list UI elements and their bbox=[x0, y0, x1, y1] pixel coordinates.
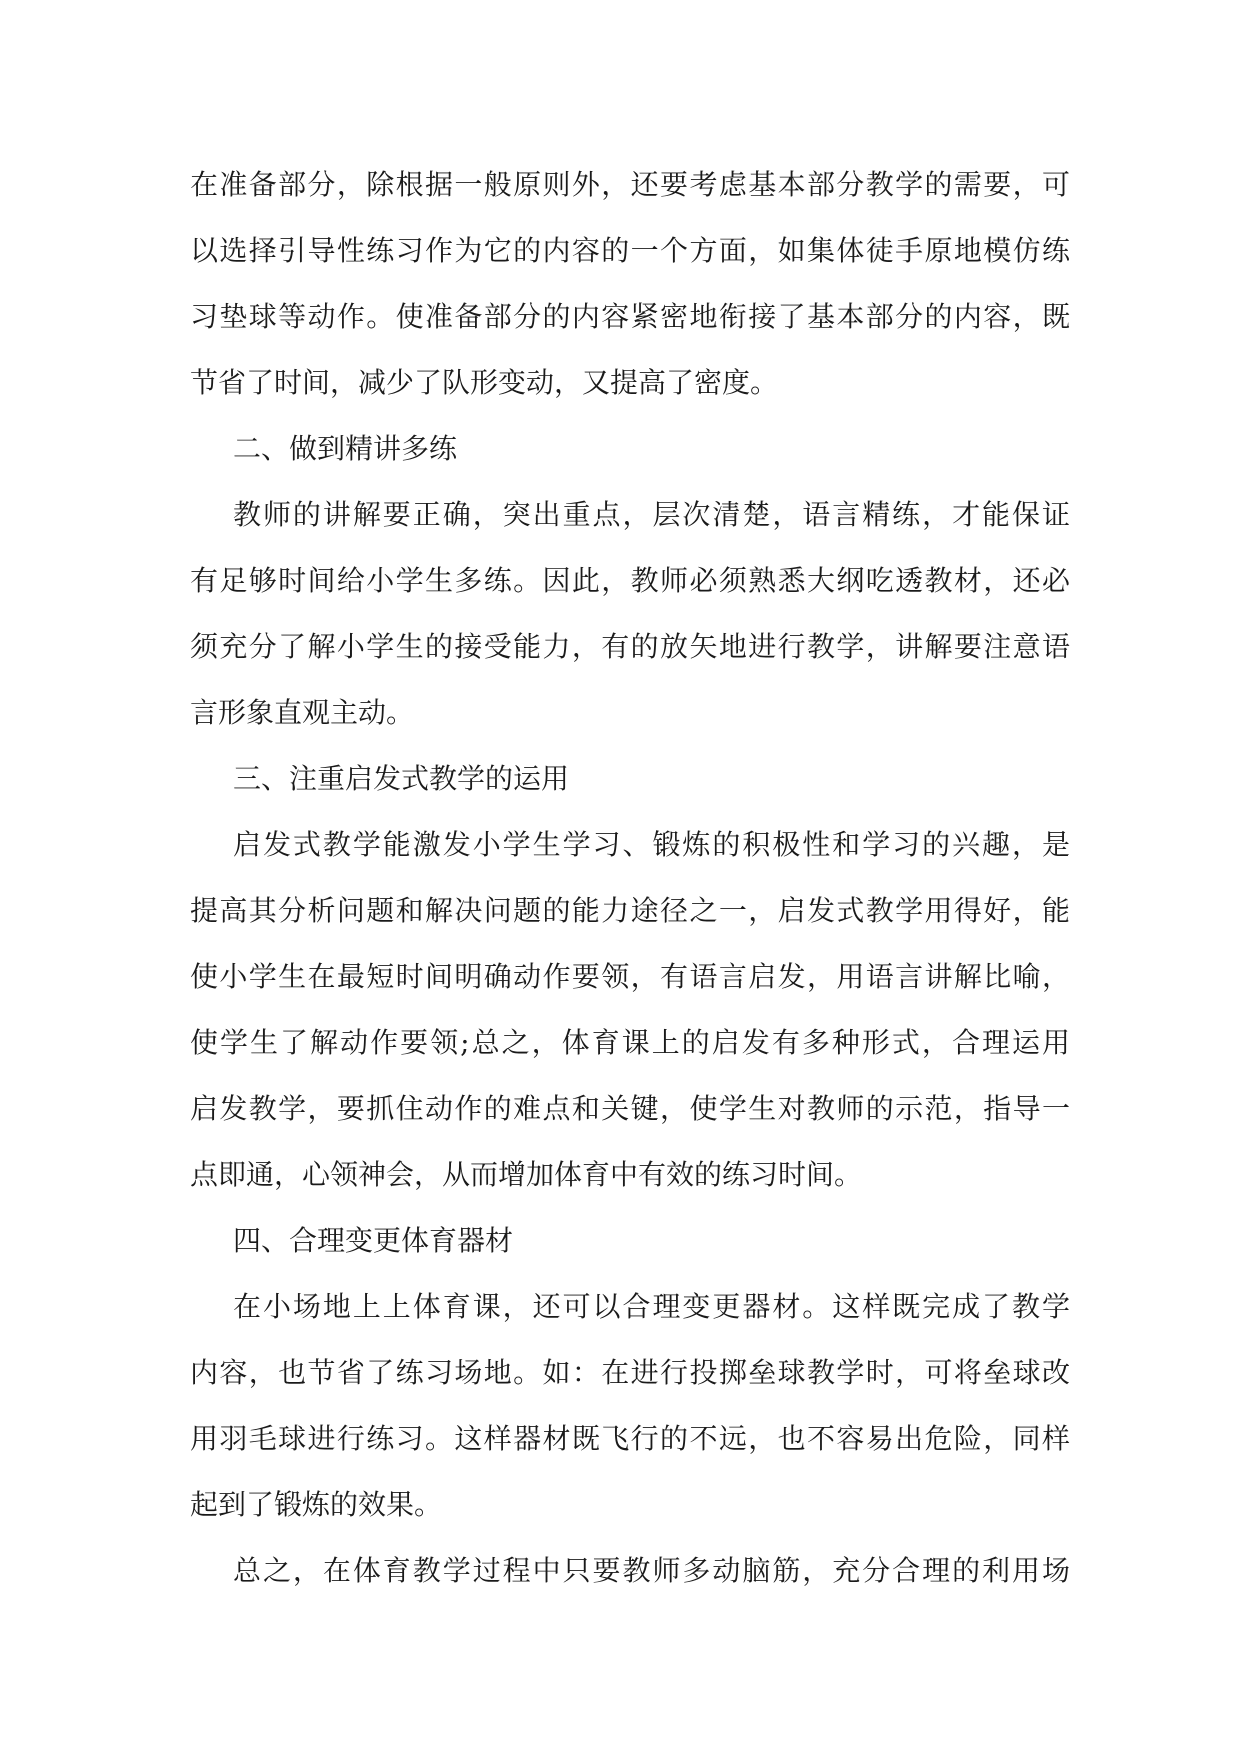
paragraph-line: 节省了时间，减少了队形变动，又提高了密度。 bbox=[190, 366, 779, 399]
section-heading: 三、注重启发式教学的运用 bbox=[233, 762, 570, 795]
paragraph-line: 使小学生在最短时间明确动作要领，有语言启发，用语言讲解比喻， bbox=[190, 960, 1070, 993]
paragraph-line: 习垫球等动作。使准备部分的内容紧密地衔接了基本部分的内容，既 bbox=[190, 300, 1070, 333]
paragraph-line: 须充分了解小学生的接受能力，有的放矢地进行教学，讲解要注意语 bbox=[190, 630, 1070, 663]
paragraph-line: 以选择引导性练习作为它的内容的一个方面，如集体徒手原地模仿练 bbox=[190, 234, 1070, 267]
paragraph-line: 起到了锻炼的效果。 bbox=[190, 1488, 443, 1521]
paragraph-line: 使学生了解动作要领;总之，体育课上的启发有多种形式，合理运用 bbox=[190, 1026, 1070, 1059]
paragraph-line: 用羽毛球进行练习。这样器材既飞行的不远，也不容易出危险，同样 bbox=[190, 1422, 1070, 1455]
paragraph-line: 教师的讲解要正确，突出重点，层次清楚，语言精练，才能保证 bbox=[233, 498, 1070, 531]
paragraph-line: 启发教学，要抓住动作的难点和关键，使学生对教师的示范，指导一 bbox=[190, 1092, 1070, 1125]
paragraph-line: 点即通，心领神会，从而增加体育中有效的练习时间。 bbox=[190, 1158, 863, 1191]
paragraph-line: 总之，在体育教学过程中只要教师多动脑筋，充分合理的利用场 bbox=[233, 1554, 1070, 1587]
paragraph-line: 在准备部分，除根据一般原则外，还要考虑基本部分教学的需要，可 bbox=[190, 168, 1070, 201]
section-heading: 四、合理变更体育器材 bbox=[233, 1224, 514, 1257]
paragraph-line: 内容，也节省了练习场地。如：在进行投掷垒球教学时，可将垒球改 bbox=[190, 1356, 1070, 1389]
section-heading: 二、做到精讲多练 bbox=[233, 432, 458, 465]
paragraph-line: 在小场地上上体育课，还可以合理变更器材。这样既完成了教学 bbox=[233, 1290, 1070, 1323]
paragraph-line: 有足够时间给小学生多练。因此，教师必须熟悉大纲吃透教材，还必 bbox=[190, 564, 1070, 597]
paragraph-line: 言形象直观主动。 bbox=[190, 696, 415, 729]
paragraph-line: 提高其分析问题和解决问题的能力途径之一，启发式教学用得好，能 bbox=[190, 894, 1070, 927]
paragraph-line: 启发式教学能激发小学生学习、锻炼的积极性和学习的兴趣，是 bbox=[233, 828, 1070, 861]
